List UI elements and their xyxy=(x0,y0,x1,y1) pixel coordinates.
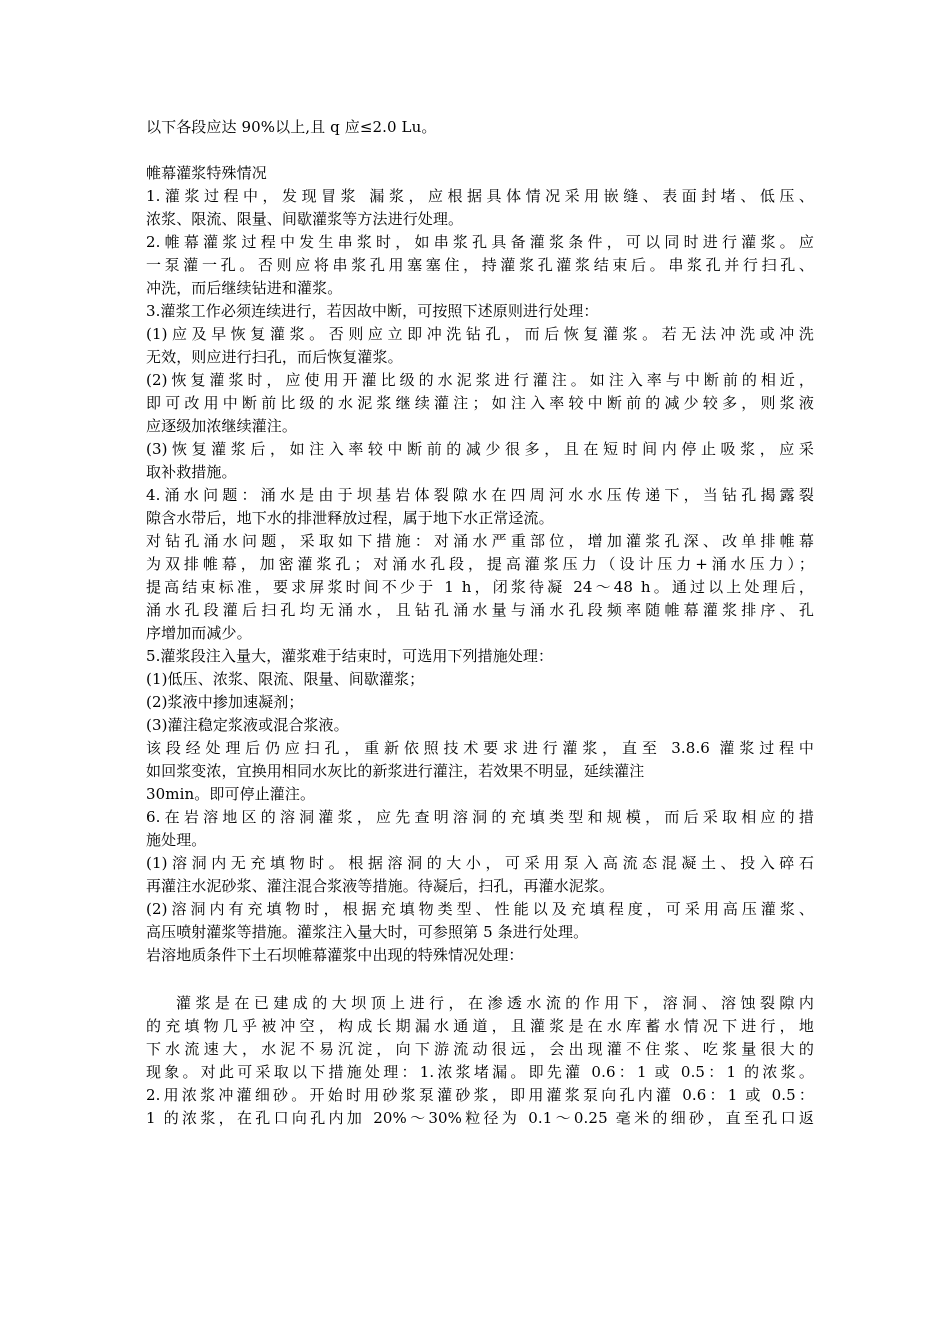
text-line: 2.帷幕灌浆过程中发生串浆时，如串浆孔具备灌浆条件，可以同时进行灌浆。应 xyxy=(146,233,814,251)
text-line: 的充填物几乎被冲空，构成长期漏水通道，且灌浆是在水库蓄水情况下进行，地 xyxy=(146,1017,814,1035)
text-line: 灌浆是在已建成的大坝顶上进行，在渗透水流的作用下，溶洞、溶蚀裂隙内 xyxy=(176,994,814,1012)
text-line: (3)恢复灌浆后，如注入率较中断前的减少很多，且在短时间内停止吸浆，应采 xyxy=(146,440,814,458)
text-line: 再灌注水泥砂浆、灌注混合浆液等措施。待凝后，扫孔，再灌水泥浆。 xyxy=(146,877,615,895)
text-line: 如回浆变浓，宜换用相同水灰比的新浆进行灌注，若效果不明显，延续灌注 xyxy=(146,762,645,780)
text-line: 下水流速大，水泥不易沉淀，向下游流动很远，会出现灌不住浆、吃浆量很大的 xyxy=(146,1040,814,1058)
text-line: 冲洗，而后继续钻进和灌浆。 xyxy=(146,279,343,297)
text-line: (2)浆液中掺加速凝剂； xyxy=(146,693,304,711)
text-line: (2)恢复灌浆时，应使用开灌比级的水泥浆进行灌注。如注入率与中断前的相近， xyxy=(146,371,814,389)
text-line: 提高结束标准，要求屏浆时间不少于 1 h，闭浆待凝 24～48 h。通过以上处理后， xyxy=(146,578,814,596)
text-line: 隙含水带后，地下水的排泄释放过程，属于地下水正常迳流。 xyxy=(146,509,554,527)
text-line: 为双排帷幕，加密灌浆孔；对涌水孔段，提高灌浆压力（设计压力+涌水压力）； xyxy=(146,555,814,573)
document-page xyxy=(146,116,814,1130)
text-line: 2.用浓浆冲灌细砂。开始时用砂浆泵灌砂浆，即用灌浆泵向孔内灌 0.6：1 或 0.5： xyxy=(146,1086,814,1104)
text-line: 施处理。 xyxy=(146,831,207,849)
text-line: 1 的浓浆，在孔口向孔内加 20%～30%粒径为 0.1～0.25 毫米的细砂，直至孔口返 xyxy=(146,1109,814,1127)
text-line: 序增加而减少。 xyxy=(146,624,252,642)
text-line: 该段经处理后仍应扫孔，重新依照技术要求进行灌浆，直至 3.8.6 灌浆过程中 xyxy=(146,739,814,757)
text-line: 30min。即可停止灌注。 xyxy=(146,785,316,803)
blank-line xyxy=(146,967,814,992)
text-line: 一泵灌一孔。否则应将串浆孔用塞塞住，持灌浆孔灌浆结束后。串浆孔并行扫孔、 xyxy=(146,256,814,274)
text-line: 高压喷射灌浆等措施。灌浆注入量大时，可参照第 5 条进行处理。 xyxy=(146,923,589,941)
text-line: 5.灌浆段注入量大，灌浆难于结束时，可选用下列措施处理： xyxy=(146,647,554,665)
text-line: 无效，则应进行扫孔，而后恢复灌浆。 xyxy=(146,348,403,366)
text-line: (2)溶洞内有充填物时，根据充填物类型、性能以及充填程度，可采用高压灌浆、 xyxy=(146,900,814,918)
text-line: 现象。对此可采取以下措施处理：1.浓浆堵漏。即先灌 0.6：1 或 0.5：1 的浓浆。 xyxy=(146,1063,814,1081)
text-line: (3)灌注稳定浆液或混合浆液。 xyxy=(146,716,349,734)
text-line: 帷幕灌浆特殊情况 xyxy=(146,164,267,182)
text-line: 以下各段应达 90%以上,且 q 应≤2.0 Lu。 xyxy=(146,118,437,136)
text-line: 浓浆、限流、限量、间歇灌浆等方法进行处理。 xyxy=(146,210,464,228)
text-line: 涌水孔段灌后扫孔均无涌水，且钻孔涌水量与涌水孔段频率随帷幕灌浆排序、孔 xyxy=(146,601,814,619)
text-line: (1)应及早恢复灌浆。否则应立即冲洗钻孔，而后恢复灌浆。若无法冲洗或冲洗 xyxy=(146,325,814,343)
text-line: 6.在岩溶地区的溶洞灌浆，应先查明溶洞的充填类型和规模，而后采取相应的措 xyxy=(146,808,814,826)
text-line: 3.灌浆工作必须连续进行，若因故中断，可按照下述原则进行处理： xyxy=(146,302,599,320)
text-line: (1)低压、浓浆、限流、限量、间歇灌浆； xyxy=(146,670,425,688)
text-line: 4.涌水问题：涌水是由于坝基岩体裂隙水在四周河水水压传递下，当钻孔揭露裂 xyxy=(146,486,814,504)
text-line: 应逐级加浓继续灌注。 xyxy=(146,417,298,435)
text-line: 对钻孔涌水问题，采取如下措施：对涌水严重部位，增加灌浆孔深、改单排帷幕 xyxy=(146,532,814,550)
text-line: 1.灌浆过程中，发现冒浆 漏浆，应根据具体情况采用嵌缝、表面封堵、低压、 xyxy=(146,187,814,205)
text-line: 取补救措施。 xyxy=(146,463,237,481)
blank-line xyxy=(146,139,814,162)
text-line: 即可改用中断前比级的水泥浆继续灌注；如注入率较中断前的减少较多，则浆液 xyxy=(146,394,814,412)
text-line: 岩溶地质条件下土石坝帷幕灌浆中出现的特殊情况处理： xyxy=(146,946,524,964)
text-line: (1)溶洞内无充填物时。根据溶洞的大小，可采用泵入高流态混凝土、投入碎石 xyxy=(146,854,814,872)
